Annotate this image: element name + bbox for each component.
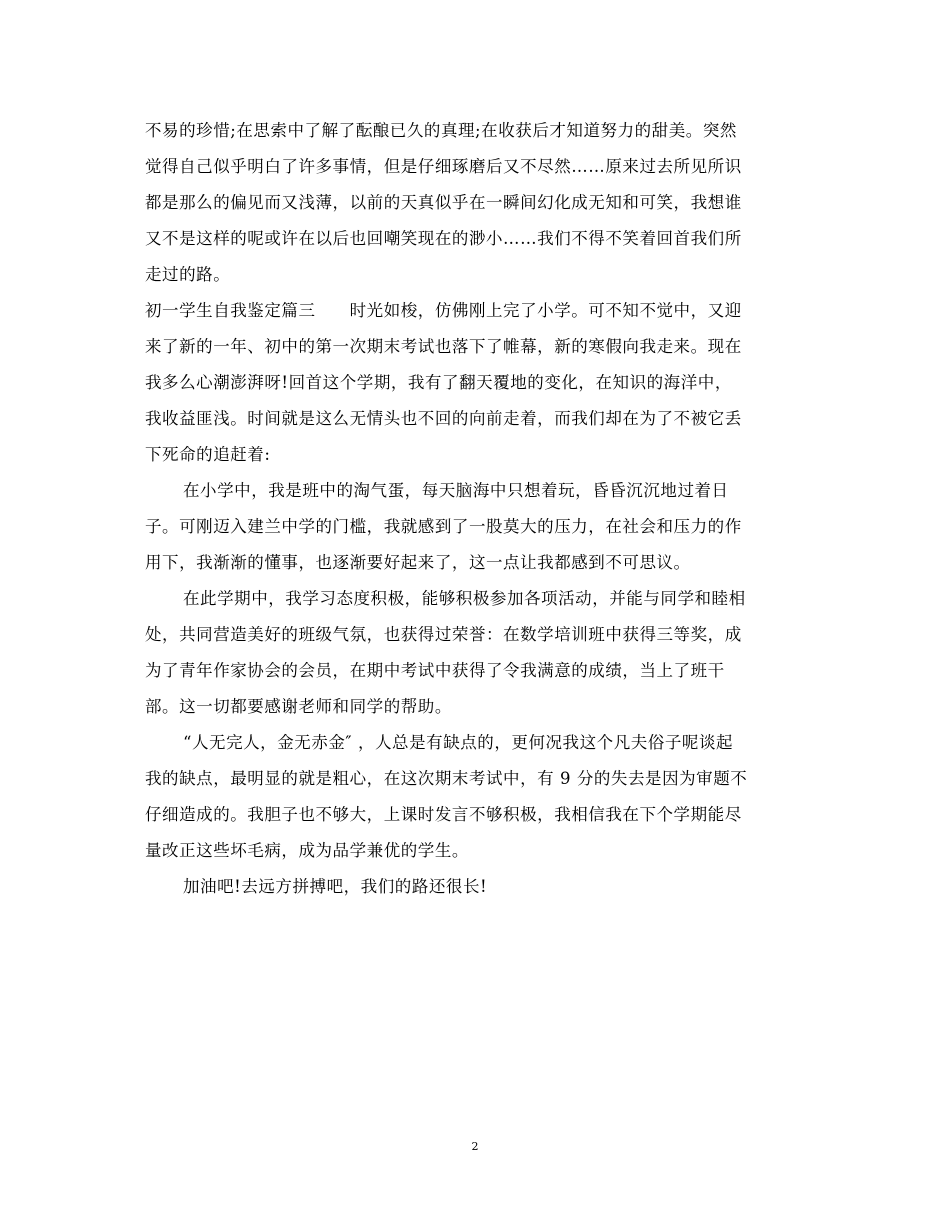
section-heading-line: 初一学生自我鉴定篇三 时光如梭，仿佛刚上完了小学。可不知不觉中，又迎 (145, 301, 742, 320)
paragraph-line: 为了青年作家协会的会员，在期中考试中获得了令我满意的成绩，当上了班干 (145, 661, 725, 680)
page-number: 2 (471, 1140, 479, 1153)
paragraph-line: 用下，我渐渐的懂事，也逐渐要好起来了，这一点让我都感到不可思议。 (145, 553, 691, 572)
paragraph-line: 仔细造成的。我胆子也不够大，上课时发言不够积极，我相信我在下个学期能尽 (145, 805, 742, 824)
paragraph-line: 子。可刚迈入建兰中学的门槛，我就感到了一股莫大的压力，在社会和压力的作 (145, 517, 742, 536)
paragraph-line: 不易的珍惜;在思索中了解了酝酿已久的真理;在收获后才知道努力的甜美。突然 (145, 121, 737, 140)
document-body (145, 113, 813, 905)
paragraph-first-line: 在小学中，我是班中的淘气蛋，每天脑海中只想着玩，昏昏沉沉地过着日 (183, 481, 729, 500)
paragraph-line: 又不是这样的呢或许在以后也回嘲笑现在的渺小……我们不得不笑着回首我们所 (145, 229, 742, 248)
paragraph-line: 下死命的追赶着: (145, 445, 271, 464)
paragraph-line: 觉得自己似乎明白了许多事情，但是仔细琢磨后又不尽然……原来过去所见所识 (145, 157, 742, 176)
paragraph-first-line: “人无完人，金无赤金″ ，人总是有缺点的，更何况我这个凡夫俗子呢谈起 (183, 733, 734, 752)
paragraph-line: 部。这一切都要感谢老师和同学的帮助。 (145, 697, 452, 716)
paragraph-line: 来了新的一年、初中的第一次期末考试也落下了帷幕，新的寒假向我走来。现在 (145, 337, 742, 356)
paragraph-line: 量改正这些坏毛病，成为品学兼优的学生。 (145, 841, 469, 860)
paragraph-line: 我收益匪浅。时间就是这么无情头也不回的向前走着，而我们却在为了不被它丢 (145, 409, 742, 428)
paragraph-line: 我多么心潮澎湃呀!回首这个学期，我有了翻天覆地的变化，在知识的海洋中， (145, 373, 732, 392)
paragraph-line: 我的缺点，最明显的就是粗心，在这次期末考试中，有 9 分的失去是因为审题不 (145, 769, 748, 788)
paragraph-line: 处，共同营造美好的班级气氛，也获得过荣誉：在数学培训班中获得三等奖，成 (145, 625, 742, 644)
paragraph-first-line: 加油吧!去远方拼搏吧，我们的路还很长! (183, 877, 488, 896)
paragraph-line: 走过的路。 (145, 265, 231, 284)
paragraph-first-line: 在此学期中，我学习态度积极，能够积极参加各项活动，并能与同学和睦相 (183, 589, 746, 608)
paragraph-line: 都是那么的偏见而又浅薄，以前的天真似乎在一瞬间幻化成无知和可笑，我想谁 (145, 193, 742, 212)
